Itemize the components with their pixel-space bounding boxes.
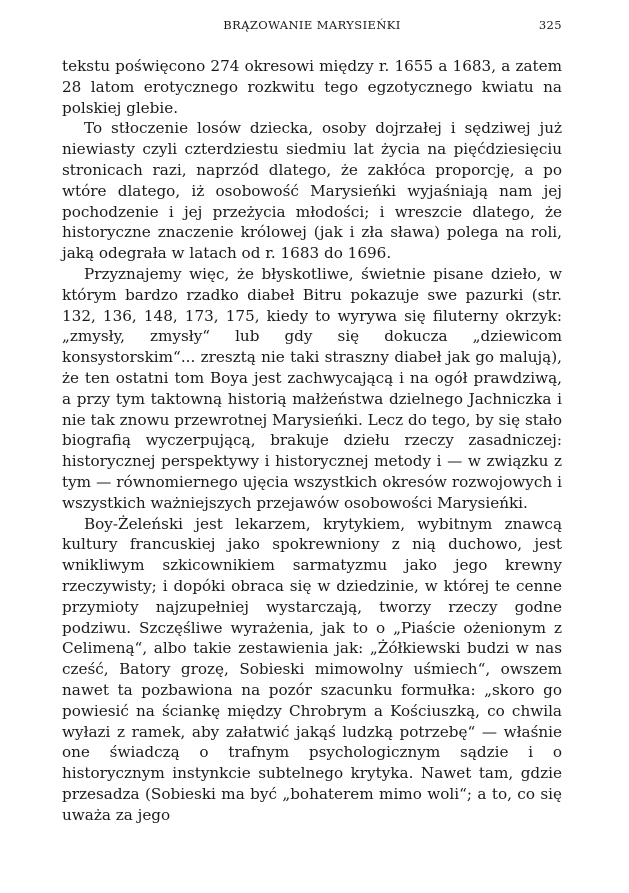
running-title: BRĄZOWANIE MARYSIEŃKI: [223, 18, 401, 32]
paragraph: Przyznajemy więc, że błyskotliwe, świetnie pisane dzieło, w którym bardzo rzadko diabeł Bitru pokazuje swe pazurki (str. 132, 136, 148, 173, 175, kiedy to wyrywa się filuterny okrzyk: „zmysły, zmysły“ lub gdy się dokucza „dziewicom konsystorskim“... zresztą nie taki straszny diabeł jak go malują), że ten ostatni tom Boya jest zachwycającą i na ogół prawdziwą, a przy tym taktowną historią małżeństwa dzielnego Jachniczka i nie tak znowu przewrotnej Marysieńki. Lecz do tego, by się stało biografią wyczerpującą, brakuje dziełu rzeczy zasadniczej: historycznej perspektywy i historycznej metody i — w związku z tym — równomiernego ujęcia wszystkich okresów rozwojowych i wszystkich ważniejszych przejawów osobowości Marysieńki.: [62, 264, 562, 512]
book-page: [62, 18, 562, 825]
paragraph: To stłoczenie losów dziecka, osoby dojrzałej i sędziwej już niewiasty czyli czterdziestu siedmiu lat życia na pięćdziesięciu stronicach razi, naprzód dlatego, że zakłóca proporcję, a po wtóre dlatego, iż osobowość Marysieńki wyjaśniają nam jej pochodzenie i jej przeżycia młodości; i wreszcie dlatego, że historyczne znaczenie królowej (jak i zła sława) polega na roli, jaką odegrała w latach od r. 1683 do 1696.: [62, 119, 562, 263]
paragraph: Boy-Żeleński jest lekarzem, krytykiem, wybitnym znawcą kultury francuskiej jako spokrewniony z nią duchowo, jest wnikliwym szkicownikiem sarmatyzmu jako jego krewny rzeczywisty; i dopóki obraca się w dziedzinie, w której te cenne przymioty najzupełniej wystarczają, tworzy rzeczy godne podziwu. Szczęśliwe wyrażenia, jak to o „Piaście ożenionym z Celimeną“, albo takie zestawienia jak: „Żółkiewski budzi w nas cześć, Batory grozę, Sobieski mimowolny uśmiech“, owszem nawet ta pozbawiona na pozór szacunku formułka: „skoro go powiesić na ściankę między Chrobrym a Kościuszką, co chwila wyłazi z ramek, aby załatwić jakąś ludzką potrzebę“ — właśnie one świadczą o trafnym psychologicznym sądzie i o historycznym instynkcie subtelnego krytyka. Nawet tam, gdzie przesadza (Sobieski ma być „bohaterem mimo woli“; a to, co się uważa za jego: [62, 514, 562, 824]
running-head: [62, 18, 562, 40]
body-text: [62, 56, 562, 825]
paragraph-continuation: tekstu poświęcono 274 okresowi między r. 1655 a 1683, a zatem 28 latom erotycznego rozkwitu tego egzotycznego kwiatu na polskiej glebie.: [62, 57, 562, 117]
page-number: 325: [538, 18, 562, 32]
